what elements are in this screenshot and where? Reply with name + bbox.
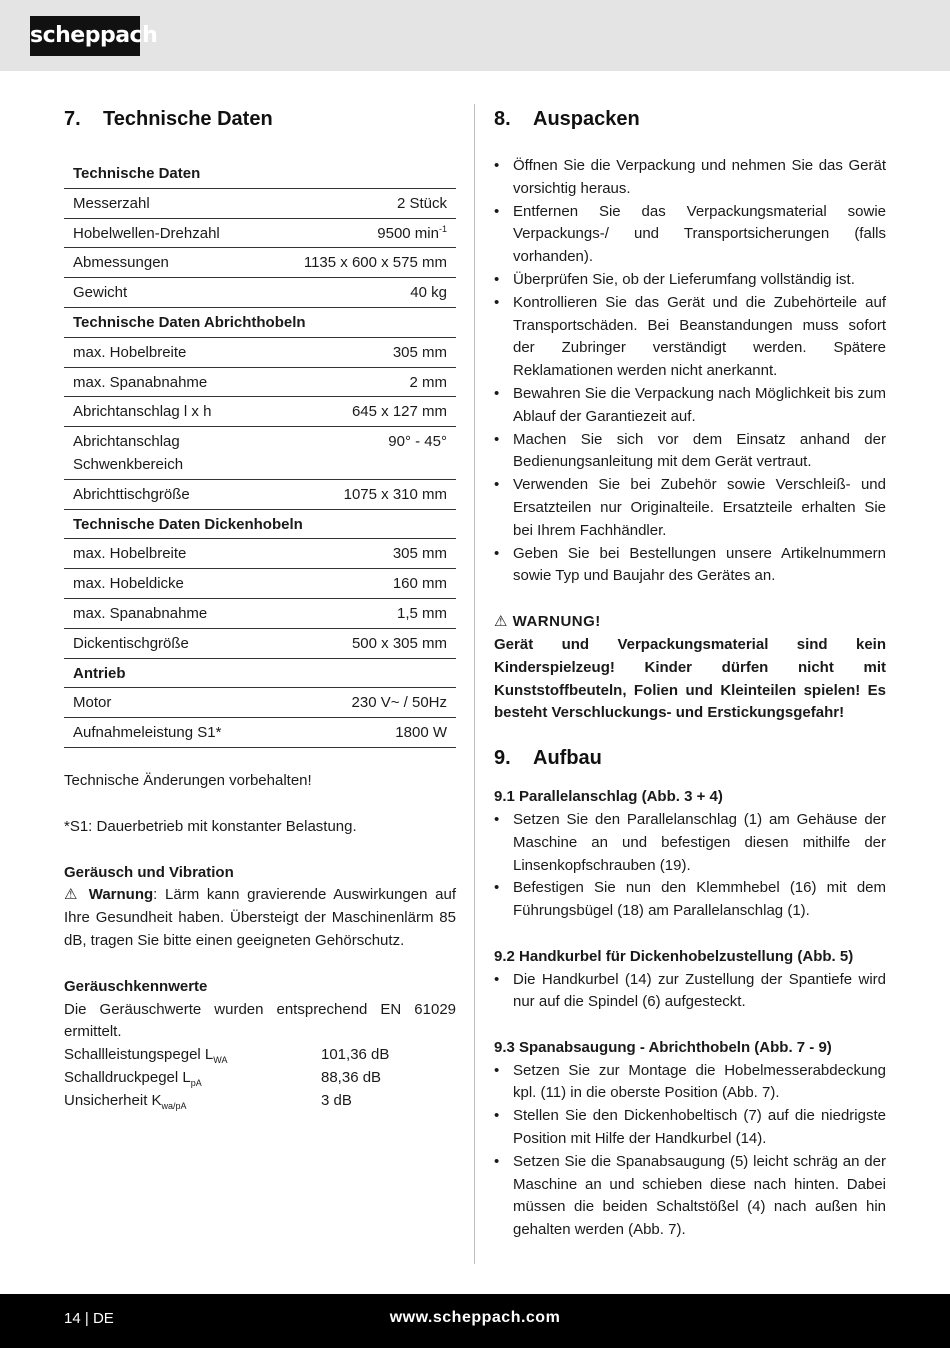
spec-row (64, 278, 456, 308)
spec-value-text: 90° - 45° (388, 433, 447, 451)
noise-warning-text: : Lärm kann gravierende Auswirkungen auf Ihre Gesundheit haben. Übersteigt der Maschinenlärm 85 dB, tragen Sie bitte einen geeigneten Gehörschutz. (64, 886, 457, 949)
footer-url: www.scheppach.com (389, 1309, 561, 1326)
assembly-subsections (494, 786, 886, 1242)
list-item: • Die Handkurbel (14) zur Zustellung der Spantiefe wird nur auf die Spindel (6) aufgesteckt. (494, 969, 886, 1015)
section-number: 9. (494, 747, 511, 770)
spec-value-text: 645 x 127 mm (351, 403, 447, 421)
spec-value-text: 230 V~ / 50Hz (351, 694, 447, 712)
spec-value (388, 431, 447, 454)
unpack-list (494, 155, 886, 588)
list-item: • Stellen Sie den Dickenhobeltisch (7) auf die niedrigste Position mit Hilfe der Handkurbel (14). (494, 1105, 886, 1151)
spec-value (377, 223, 447, 246)
unpack-warning-heading (494, 611, 886, 634)
spec-value (395, 722, 447, 745)
spec-table (64, 159, 456, 748)
spec-value (393, 573, 447, 596)
spec-label: Hobelwellen-Drehzahl (73, 224, 220, 242)
spec-label: max. Hobeldicke (73, 575, 184, 593)
page-separator: | (84, 1310, 89, 1327)
spec-label: Technische Daten (73, 165, 201, 182)
section-title-unpack (494, 104, 886, 134)
subsection-title: 9.2 Handkurbel für Dickenhobelzustellung (Abb. 5) (494, 947, 854, 965)
noise-value-row (64, 1090, 456, 1113)
spec-row (64, 629, 456, 659)
noise-label-subscript: WA (213, 1055, 228, 1066)
noise-value-row (64, 1067, 456, 1090)
list-item: • Befestigen Sie nun den Klemmhebel (16) mit dem Führungsbügel (18) am Parallelanschlag (1). (494, 877, 886, 923)
spec-value-text: 2 Stück (396, 194, 447, 212)
spec-value-text: 1075 x 310 mm (343, 485, 447, 503)
spec-label: Motor (73, 694, 112, 712)
spec-label: max. Spanabnahme (73, 373, 208, 391)
spec-value (393, 342, 447, 365)
list-item: • Setzen Sie den Parallelanschlag (1) am Gehäuse der Maschine an und befestigen diesen mithilfe der Linsenkopfschrauben (19). (494, 809, 886, 877)
spec-value (344, 484, 447, 507)
spec-label: Aufnahmeleistung S1* (73, 724, 222, 742)
list-item: • Kontrollieren Sie das Gerät und die Zubehörteile auf Transportschäden. Bei Beanstandungen muss sofort der Zubringer verständigt werden. Spätere Reklamationen werden nicht anerkannt. (494, 292, 886, 383)
noise-value-label (64, 1090, 321, 1113)
spec-label: Antrieb (73, 664, 126, 682)
list-item: • Setzen Sie die Spanabsaugung (5) leicht schräg an der Maschine an und schieben diese nach hinten. Dabei müssen die beiden Schaltstößel (4) nach außen hin gehalten werden (Abb. 7). (494, 1151, 886, 1242)
section-title-assembly (494, 743, 886, 773)
list-item: • Bewahren Sie die Verpackung nach Möglichkeit bis zum Ablauf der Garantiezeit auf. (494, 383, 886, 429)
spec-row (64, 368, 456, 398)
list-item: • Überprüfen Sie, ob der Lieferumfang vollständig ist. (494, 269, 886, 292)
change-note: Technische Änderungen vorbehalten! (64, 771, 312, 789)
list-item: • Geben Sie bei Bestellungen unsere Artikelnummern sowie Typ und Baujahr des Gerätes an. (494, 543, 886, 589)
spec-value-text: 1800 W (395, 724, 447, 742)
noise-value-label (64, 1067, 321, 1090)
list-item: • Setzen Sie zur Montage die Hobelmesserabdeckung kpl. (11) in die oberste Position (Abb. 7). (494, 1060, 886, 1106)
noise-warning-label: Warnung (88, 886, 154, 904)
spec-value-superscript: -1 (438, 223, 447, 234)
spec-value-text: 9500 min (377, 224, 439, 242)
footer (0, 1294, 950, 1348)
section-number: 8. (494, 108, 511, 130)
noise-heading: Geräusch und Vibration (64, 863, 234, 881)
column-divider (474, 104, 475, 1264)
s1-note: *S1: Dauerbetrieb mit konstanter Belastung. (64, 817, 357, 835)
spec-row (64, 480, 456, 510)
spec-group-header (64, 510, 456, 540)
subsection-list (494, 809, 886, 923)
subsection-list (494, 969, 886, 1015)
list-item: • Verwenden Sie bei Zubehör sowie Verschleiß- und Ersatzteilen nur Originalteile. Ersatzteile erhalten Sie bei Ihrem Fachhändler. (494, 474, 886, 542)
spec-value (397, 603, 447, 626)
warning-icon: ⚠ (64, 886, 81, 904)
section-number: 7. (64, 108, 81, 130)
section-title-text: Aufbau (533, 747, 602, 770)
spec-value-text: 1,5 mm (396, 604, 447, 622)
assembly-subsection (494, 1037, 886, 1242)
spec-value (397, 193, 447, 216)
noise-label-subscript: pA (190, 1077, 202, 1088)
spec-value (352, 401, 447, 424)
noise-label-text: Schallleistungspegel L (64, 1046, 214, 1064)
spec-value-text: 305 mm (392, 343, 447, 361)
list-item: • Machen Sie sich vor dem Einsatz anhand der Bedienungsanleitung mit dem Gerät vertraut. (494, 429, 886, 475)
spec-row (64, 397, 456, 427)
noise-values-list (64, 1044, 456, 1112)
warning-icon: ⚠ (494, 613, 508, 631)
spec-row (64, 599, 456, 629)
spec-row (64, 189, 456, 219)
spec-value-text: 40 kg (410, 284, 447, 302)
spec-row (64, 718, 456, 748)
assembly-subsection (494, 946, 886, 1014)
spec-value (410, 372, 448, 395)
spec-value (352, 633, 447, 656)
subsection-list (494, 1060, 886, 1242)
noise-values-heading: Geräuschkennwerte (64, 977, 208, 995)
spec-label: Gewicht (73, 284, 128, 302)
section-title-tech-data (64, 104, 456, 134)
spec-group-header (64, 659, 456, 689)
spec-value-text: 500 x 305 mm (351, 634, 447, 652)
spec-label: Messerzahl (73, 194, 150, 212)
spec-label: Technische Daten Abrichthobeln (73, 313, 306, 331)
spec-value-text: 1135 x 600 x 575 mm (303, 254, 447, 272)
unpack-warning-text: Gerät und Verpackungsmaterial sind kein Kinderspielzeug! Kinder dürfen nicht mit Kunststoffbeuteln, Folien und Kleinteilen spielen! Es besteht Verschluckungs- und Erstickungsgefahr! (494, 635, 886, 722)
spec-value (304, 252, 447, 275)
section-title-text: Auspacken (533, 108, 640, 130)
noise-values-intro: Die Geräuschwerte wurden entsprechend EN 61029 ermittelt. (64, 1000, 456, 1041)
spec-label: Technische Daten Dickenhobeln (73, 515, 303, 533)
noise-label-text: Schalldruckpegel L (64, 1068, 191, 1086)
spec-group-header (64, 159, 456, 189)
spec-row (64, 248, 456, 278)
spec-value (393, 543, 447, 566)
noise-value: 101,36 dB (321, 1046, 390, 1064)
spec-label: Abrichtanschlag Schwenkbereich (73, 433, 184, 473)
noise-label-text: Unsicherheit K (64, 1091, 162, 1109)
noise-warning (64, 884, 456, 952)
spec-label: Abmessungen (73, 254, 169, 272)
spec-row (64, 569, 456, 599)
spec-label: max. Hobelbreite (73, 343, 187, 361)
spec-value-text: 160 mm (392, 575, 447, 593)
list-item: • Öffnen Sie die Verpackung und nehmen Sie das Gerät vorsichtig heraus. (494, 155, 886, 201)
spec-value-text: 305 mm (392, 545, 447, 563)
section-title-text: Technische Daten (103, 108, 273, 130)
spec-value (352, 692, 447, 715)
brand-logo: scheppach (30, 16, 140, 56)
noise-value: 3 dB (321, 1091, 352, 1109)
spec-label: Dickentischgröße (73, 634, 189, 652)
subsection-title: 9.3 Spanabsaugung - Abrichthobeln (Abb. 7 - 9) (494, 1038, 832, 1056)
noise-value-row (64, 1044, 456, 1067)
spec-label: max. Hobelbreite (73, 545, 187, 563)
spec-label: Abrichtanschlag l x h (73, 403, 212, 421)
subsection-title: 9.1 Parallelanschlag (Abb. 3 + 4) (494, 788, 723, 806)
noise-label-subscript: wa/pA (161, 1100, 187, 1111)
noise-value: 88,36 dB (321, 1068, 382, 1086)
page-language: DE (92, 1310, 114, 1327)
header-band (0, 0, 950, 71)
left-column (64, 104, 456, 1113)
spec-value (410, 282, 447, 305)
spec-row (64, 688, 456, 718)
spec-row (64, 539, 456, 569)
page-number-value: 14 (64, 1310, 81, 1327)
warning-heading-text: WARNUNG! (512, 613, 601, 631)
noise-value-label (64, 1044, 321, 1067)
spec-value-text: 2 mm (409, 373, 447, 391)
spec-group-header (64, 308, 456, 338)
assembly-subsection (494, 786, 886, 923)
spec-label: max. Spanabnahme (73, 604, 208, 622)
list-item: • Entfernen Sie das Verpackungsmaterial sowie Verpackungs-/ und Transportsicherungen (falls vorhanden). (494, 201, 886, 269)
spec-row (64, 427, 456, 480)
right-column (494, 104, 886, 1242)
spec-label: Abrichttischgröße (73, 485, 190, 503)
spec-row (64, 338, 456, 368)
spec-row (64, 219, 456, 249)
